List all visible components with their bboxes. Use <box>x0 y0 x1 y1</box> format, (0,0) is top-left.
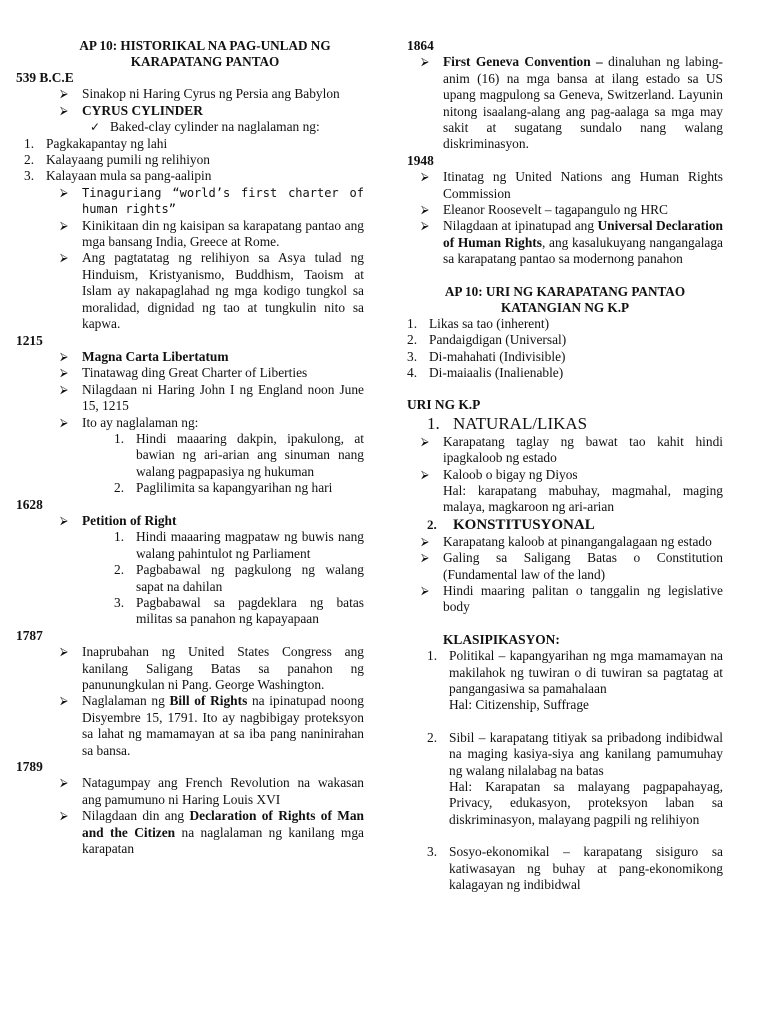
list-item: 1. Hindi maaaring dakpin, ipakulong, at bawian ng ari-arian ang sinuman nang walang pagpapasiya ng hukuman <box>114 430 364 479</box>
page-title: AP 10: HISTORIKAL NA PAG-UNLAD NG KARAPATANG PANTAO <box>79 38 331 69</box>
year-1215: 1215 <box>16 332 43 348</box>
list-item: ⮚ Tinatawag ding Great Charter of Liberties <box>46 365 364 381</box>
arrow-bullet-icon: ⮚ <box>421 204 429 217</box>
list-item: 2. Pandaigdigan (Universal) <box>407 332 567 348</box>
year-1628: 1628 <box>16 496 43 512</box>
list-item: ⮚ Sinakop ni Haring Cyrus ng Persia ang Babylon <box>46 86 364 102</box>
arrow-bullet-icon: ⮚ <box>60 383 68 396</box>
list-item: 2. Kalayaang pumili ng relihiyon <box>24 152 210 168</box>
arrow-bullet-icon: ⮚ <box>421 584 429 597</box>
list-item: ⮚ Nilagdaan din ang Declaration of Rights of Man and the Citizen na naglalaman ng kanilang mga karapatan <box>46 808 364 857</box>
arrow-bullet-icon: ⮚ <box>421 220 429 233</box>
arrow-bullet-icon: ⮚ <box>60 219 68 232</box>
list-item: ⮚ Hindi maaring palitan o tanggalin ng legislative body <box>407 583 723 616</box>
list-item: 1. Likas sa tao (inherent) <box>407 315 550 331</box>
section-heading: URI NG K.P <box>407 397 481 413</box>
list-item: 1. Pagkakapantay ng lahi <box>24 135 168 151</box>
section-heading: KLASIPIKASYON: <box>443 631 560 647</box>
list-item: ⮚ Eleanor Roosevelt – tagapangulo ng HRC <box>407 202 723 218</box>
arrow-bullet-icon: ⮚ <box>60 350 68 363</box>
arrow-bullet-icon: ⮚ <box>421 56 429 69</box>
arrow-bullet-icon: ⮚ <box>60 88 68 101</box>
section-title: AP 10: URI NG KARAPATANG PANTAO KATANGIAN NG K.P <box>444 283 686 315</box>
list-item: ⮚ Inaprubahan ng United States Congress ang kanilang Saligang Batas sa panahon ng panunungkulan ni Pang. George Washington. <box>46 644 364 693</box>
list-item: 1. NATURAL/LIKAS <box>427 413 588 433</box>
year-1787: 1787 <box>16 627 43 643</box>
arrow-bullet-icon: ⮚ <box>421 552 429 565</box>
list-item: ⮚ Kinikitaan din ng kaisipan sa karapatang pantao ang mga bansang India, Greece at Rome. <box>46 218 364 251</box>
arrow-bullet-icon: ⮚ <box>421 435 429 448</box>
list-item: 3. Di-mahahati (Indivisible) <box>407 348 566 364</box>
year-1864: 1864 <box>407 38 434 53</box>
list-item: ⮚ Ito ay naglalaman ng: <box>46 415 364 431</box>
list-item: ⮚ Natagumpay ang French Revolution na wakasan ang pamumuno ni Haring Louis XVI <box>46 775 364 808</box>
list-item: ⮚ CYRUS CYLINDER <box>46 103 364 119</box>
list-item: ⮚ Nilagdaan at ipinatupad ang Universal Declaration of Human Rights, ang kasalukuyang nangangalaga sa karapatang pantao sa modernong panahon <box>407 218 723 267</box>
arrow-bullet-icon: ⮚ <box>60 695 68 708</box>
year-1948: 1948 <box>407 152 434 168</box>
right-column: 1864 ⮚ First Geneva Convention – dinaluhan ng labing-anim (16) na mga bansa at ilang estado sa US upang magpulong sa Geneva, Switzerland. Layunin nitong isaalang-alang ang pag-aalaga sa mga may sakit at sugatang sundalo nang walang diskriminasyon. 1948 ⮚ Itinatag ng United Nations ang Human Rights Commission ⮚ Eleanor Roosevelt – tagapangulo ng HRC ⮚ Nilagdaan at ipinatupad ang Universal Declaration of Human Rights, ang kasalukuyang nangangalaga sa karapatang pantao sa modernong panahon AP 10: URI NG KARAPATANG PANTAO KATANGIAN NG K.P 1. Likas sa tao (inherent) 2. Pandaigdigan (Universal) 3. Di-mahahati (Indivisible) 4. Di-maiaalis (Inalienable) URI NG K.P 1. NATURAL/LIKAS ⮚ Karapatang taglay ng bawat tao kahit hindi ipagkaloob ng estado ⮚ Kaloob o bigay ng Diyos Hal: karapatang mabuhay, magmahal, maging malaya, magkaroon ng ari-arian 2. KONSTITUSYONAL ⮚ Karapatang kaloob at pinangangalagaan ng estado ⮚ Galing sa Saligang Batas o Constitution (Fundamental law of the land) ⮚ Hindi maaring palitan o tanggalin ng legislative body KLASIPIKASYON: 1. Politikal – kapangyarihan ng mga mamamayan na makilahok ng tuwiran o di tuwiran sa pagtatag at pangangasiwa sa pamahalaan Hal: Citizenship, Suffrage 2. Sibil – karapatang titiyak sa pribadong indibidwal na maging kasiya-siya ang kanilang pamumuhay ng walang nilalabag na batas Hal: Karapatan sa malayang pagpapahayag, Privacy, edukasyon, proteksyon laban sa diskriminasyon, malayang pagpili ng relihiyon 3. Sosyo-ekonomikal – karapatang sisiguro sa katiwasayan ng buhay at pang-ekonomikong kalagayan ng indibidwal <box>407 38 724 893</box>
list-item: ⮚ Nilagdaan ni Haring John I ng England noon June 15, 1215 <box>46 382 364 415</box>
arrow-bullet-icon: ⮚ <box>60 514 68 527</box>
list-item: ⮚ Galing sa Saligang Batas o Constitution (Fundamental law of the land) <box>407 550 723 583</box>
arrow-bullet-icon: ⮚ <box>60 104 68 117</box>
arrow-bullet-icon: ⮚ <box>421 535 429 548</box>
list-item: 3. Pagbabawal sa pagdeklara ng batas militas sa panahon ng kapayapaan <box>114 595 364 627</box>
list-item: 3. Kalayaan mula sa pang-aalipin <box>24 168 212 184</box>
list-item: ⮚ Petition of Right <box>46 513 364 529</box>
list-item: 4. Di-maiaalis (Inalienable) <box>407 364 564 380</box>
year-539: 539 B.C.E <box>16 70 74 85</box>
list-item: 3. Sosyo-ekonomikal – karapatang sisiguro sa katiwasayan ng buhay at pang-ekonomikong kalagayan ng indibidwal <box>427 844 723 893</box>
left-column <box>16 38 365 858</box>
list-item: ⮚ Kaloob o bigay ng Diyos <box>407 467 723 483</box>
arrow-bullet-icon: ⮚ <box>60 646 68 659</box>
year-1789: 1789 <box>16 759 43 775</box>
list-item: 2. KONSTITUSYONAL <box>427 516 595 533</box>
arrow-bullet-icon: ⮚ <box>60 186 68 199</box>
list-item: 2. Pagbabawal ng pagkulong ng walang sapat na dahilan <box>114 562 364 594</box>
list-item: ✓ Baked-clay cylinder na naglalaman ng: <box>46 119 364 135</box>
list-item: 1. Hindi maaaring magpataw ng buwis nang walang pahintulot ng Parliament <box>114 529 364 561</box>
list-item: ⮚ Itinatag ng United Nations ang Human Rights Commission <box>407 169 723 202</box>
list-item: ⮚ Naglalaman ng Bill of Rights na ipinatupad noong Disyembre 15, 1791. Ito ay nagbibigay proteksyon sa lahat ng mamamayan at sa iba pang naninirahan sa bansa. <box>46 693 364 759</box>
list-item: ⮚ Tinaguriang “world’s first charter of human rights” <box>46 185 364 218</box>
arrow-bullet-icon: ⮚ <box>60 367 68 380</box>
checkmark-icon: ✓ <box>90 120 101 135</box>
arrow-bullet-icon: ⮚ <box>60 777 68 790</box>
list-item: 2. Sibil – karapatang titiyak sa pribadong indibidwal na maging kasiya-siya ang kanilang pamumuhay ng walang nilalabag na batas <box>427 729 723 778</box>
arrow-bullet-icon: ⮚ <box>421 468 429 481</box>
list-item: ⮚ Karapatang kaloob at pinangangalagaan ng estado <box>407 534 723 550</box>
list-item: ⮚ Magna Carta Libertatum <box>46 349 364 365</box>
list-item: ⮚ Ang pagtatatag ng relihiyon sa Asya tulad ng Hinduism, Kristyanismo, Buddhism, Taoism at Islam ay nakapaglahad ng mga kodigo tungkol sa moralidad, dignidad ng tao at tungkulin nito sa kapwa. <box>46 250 364 332</box>
arrow-bullet-icon: ⮚ <box>60 810 68 823</box>
arrow-bullet-icon: ⮚ <box>421 171 429 184</box>
list-item: ⮚ First Geneva Convention – dinaluhan ng labing-anim (16) na mga bansa at ilang estado sa US upang magpulong sa Geneva, Switzerland. Layunin nitong isaalang-alang ang pag-aalaga sa mga may sakit at sugatang sundalo nang walang diskriminasyon. <box>407 54 723 152</box>
list-item: 1. Politikal – kapangyarihan ng mga mamamayan na makilahok ng tuwiran o di tuwiran sa pagtatag at pangangasiwa sa pamahalaan <box>427 648 723 696</box>
arrow-bullet-icon: ⮚ <box>60 252 68 265</box>
list-item: ⮚ Karapatang taglay ng bawat tao kahit hindi ipagkaloob ng estado <box>407 434 723 467</box>
list-item: 2. Paglilimita sa kapangyarihan ng hari <box>114 480 333 496</box>
arrow-bullet-icon: ⮚ <box>60 416 68 429</box>
